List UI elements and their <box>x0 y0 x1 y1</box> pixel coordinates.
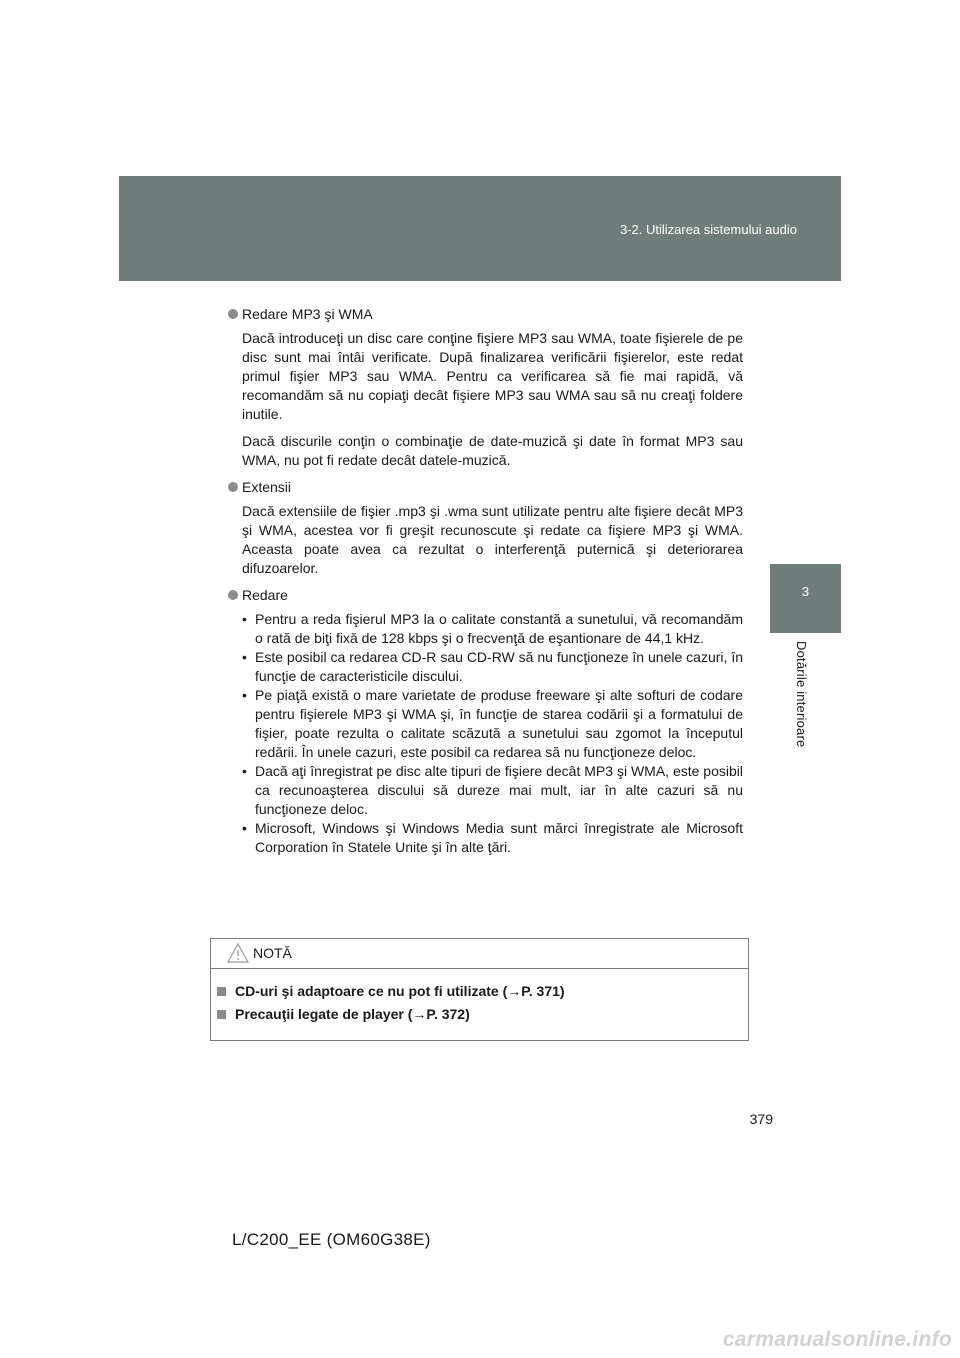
note-item <box>217 1006 748 1022</box>
paragraph: Dacă discurile conţin o combinaţie de date-muzică şi date în format MP3 sau WMA, nu pot fi redate decât datele-muzică. <box>242 433 743 468</box>
section-heading <box>228 478 743 497</box>
section-title: 3-2. Utilizarea sistemului audio <box>619 222 797 237</box>
bullet-glyph: • <box>242 763 247 779</box>
list-item-text: Este posibil ca redarea CD-R sau CD-RW să nu funcţioneze în unele cazuri, în funcţie de caracteristicile discului. <box>255 649 743 684</box>
section-heading <box>228 586 743 605</box>
chapter-title: Dotările interioare <box>794 641 809 748</box>
heading-text: Extensii <box>242 479 292 495</box>
page-number: 379 <box>749 1111 773 1127</box>
list-item-text: Pe piaţă există o mare varietate de produse freeware şi alte softuri de codare pentru fişierele MP3 şi WMA şi, în funcţie de starea codării şi a formatului de fişier, poate rezulta o calitate scăzută a sunetului sau zgomot la începutul redării. În unele cazuri, este posibil ca redarea să nu funcţioneze deloc. <box>255 687 743 760</box>
list-item <box>242 819 743 857</box>
heading-text: Redare <box>242 587 288 603</box>
heading-text: Redare MP3 şi WMA <box>242 306 373 322</box>
footer-code: L/C200_EE (OM60G38E) <box>232 1230 431 1249</box>
warning-icon <box>227 943 249 963</box>
note-item <box>217 983 748 999</box>
bullet-glyph: • <box>242 687 247 703</box>
chapter-number: 3 <box>801 584 810 599</box>
note-box <box>210 938 749 1041</box>
redare-list <box>242 610 743 857</box>
chapter-tab <box>770 564 841 633</box>
circle-bullet-icon <box>228 590 238 600</box>
note-header <box>211 939 748 969</box>
main-content <box>228 305 743 857</box>
chapter-title-tab <box>770 633 841 773</box>
list-item-text: Pentru a reda fişierul MP3 la o calitate constantă a sunetului, vă recomandăm o rată de biţi fixă de 128 kbps şi o frecvenţă de eşantionare de 44,1 kHz. <box>255 611 743 646</box>
bullet-glyph: • <box>242 649 247 665</box>
list-item-text: Dacă aţi înregistrat pe disc alte tipuri de fişiere decât MP3 şi WMA, este posibil ca recunoaşterea discului să dureze mai mult, iar în alte cazuri să nu funcţioneze deloc. <box>255 763 743 817</box>
list-item <box>242 686 743 762</box>
list-item <box>242 762 743 819</box>
section-heading <box>228 305 743 324</box>
watermark: carmanualsonline.info <box>722 1328 952 1351</box>
header-bar <box>119 176 841 281</box>
circle-bullet-icon <box>228 309 238 319</box>
paragraph: Dacă introduceţi un disc care conţine fişiere MP3 sau WMA, toate fişierele de pe disc sunt mai întâi verificate. După finalizarea verificării fişierelor, este redat primul fişier MP3 sau WMA. Pentru ca verificarea să fie mai rapidă, vă recomandăm să nu copiaţi decât fişiere MP3 sau WMA sau să nu creaţi foldere inutile. <box>242 330 743 422</box>
note-item-text: CD-uri şi adaptoare ce nu pot fi utilizate (→P. 371) <box>235 983 565 999</box>
bullet-glyph: • <box>242 611 247 627</box>
square-bullet-icon <box>217 987 226 996</box>
note-item-text: Precauţii legate de player (→P. 372) <box>235 1006 470 1022</box>
circle-bullet-icon <box>228 482 238 492</box>
bullet-glyph: • <box>242 820 247 836</box>
list-item-text: Microsoft, Windows şi Windows Media sunt mărci înregistrate ale Microsoft Corporation în Statele Unite şi în alte ţări. <box>255 820 743 855</box>
list-item <box>242 610 743 648</box>
square-bullet-icon <box>217 1010 226 1019</box>
note-title: NOTĂ <box>253 945 292 961</box>
list-item <box>242 648 743 686</box>
paragraph: Dacă extensiile de fişier .mp3 şi .wma sunt utilizate pentru alte fişiere decât MP3 şi WMA, acestea vor fi greşit recunoscute şi redate ca fişiere MP3 şi WMA. Aceasta poate avea ca rezultat o interferenţă puternică şi deteriorarea difuzoarelor. <box>242 503 743 576</box>
side-tab-spacer <box>770 281 841 564</box>
